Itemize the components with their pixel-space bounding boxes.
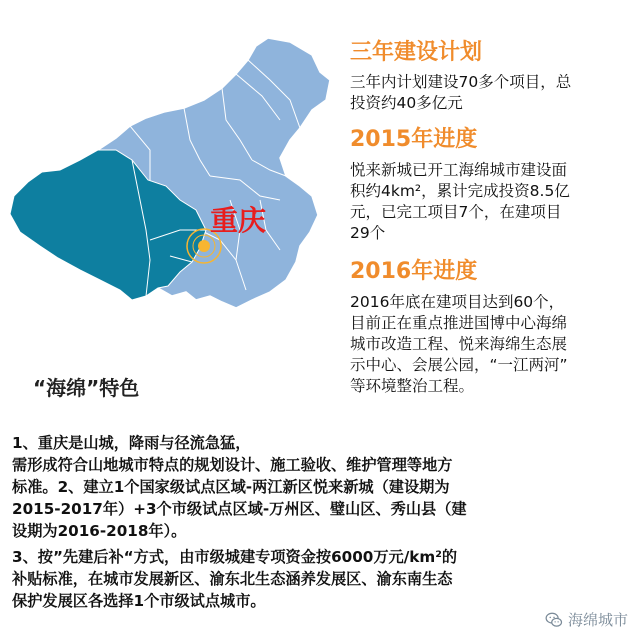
section-line: 三年内计划建设70多个项目，总 bbox=[350, 73, 572, 91]
section-line: 城市改造工程、悦来海绵生态展 bbox=[350, 335, 568, 353]
section-line: 目前正在重点推进国博中心海绵 bbox=[350, 314, 568, 332]
watermark bbox=[545, 609, 628, 630]
section-body-2015 bbox=[350, 160, 634, 244]
section-line: 投资约40多亿元 bbox=[350, 94, 463, 112]
section-line: 示中心、会展公园，“一江两河” bbox=[350, 356, 568, 374]
body-line: 1、重庆是山城，降雨与径流急猛， bbox=[12, 434, 251, 452]
section-line: 29个 bbox=[350, 224, 386, 242]
feature-body bbox=[12, 432, 632, 612]
section-body-2016 bbox=[350, 292, 634, 397]
watermark-text: 海绵城市 bbox=[567, 611, 628, 629]
body-line: 补贴标准，在城市发展新区、渝东北生态涵养发展区、渝东南生态 bbox=[12, 570, 453, 588]
section-body-plan bbox=[350, 72, 634, 114]
section-line: 元，已完工项目7个，在建项目 bbox=[350, 203, 562, 221]
section-title-2015: 2015年进度 bbox=[350, 127, 478, 152]
wechat-icon bbox=[545, 611, 563, 629]
body-line: 设期为2016-2018年）。 bbox=[12, 522, 187, 540]
city-label: 重庆 bbox=[210, 204, 267, 237]
section-line: 积约4km²，累计完成投资8.5亿 bbox=[350, 182, 570, 200]
section-line: 悦来新城已开工海绵城市建设面 bbox=[350, 161, 568, 179]
china-map bbox=[0, 0, 352, 380]
body-line: 2015-2017年）+3个市级试点区域-万州区、璧山区、秀山县（建 bbox=[12, 500, 467, 518]
body-line: 保护发展区各选择1个市级试点城市。 bbox=[12, 592, 266, 610]
section-line: 2016年底在建项目达到60个， bbox=[350, 293, 565, 311]
section-title-plan: 三年建设计划 bbox=[350, 40, 483, 65]
section-title-2016: 2016年进度 bbox=[350, 259, 478, 284]
body-line: 标准。2、建立1个国家级试点区域-两江新区悦来新城（建设期为 bbox=[12, 478, 450, 496]
feature-title: “海绵”特色 bbox=[33, 376, 140, 400]
section-line: 等环境整治工程。 bbox=[350, 377, 475, 395]
body-line: 3、按”先建后补“方式，由市级城建专项资金按6000万元/km²的 bbox=[12, 548, 458, 566]
body-line: 需形成符合山地城市特点的规划设计、施工验收、维护管理等地方 bbox=[12, 456, 453, 474]
